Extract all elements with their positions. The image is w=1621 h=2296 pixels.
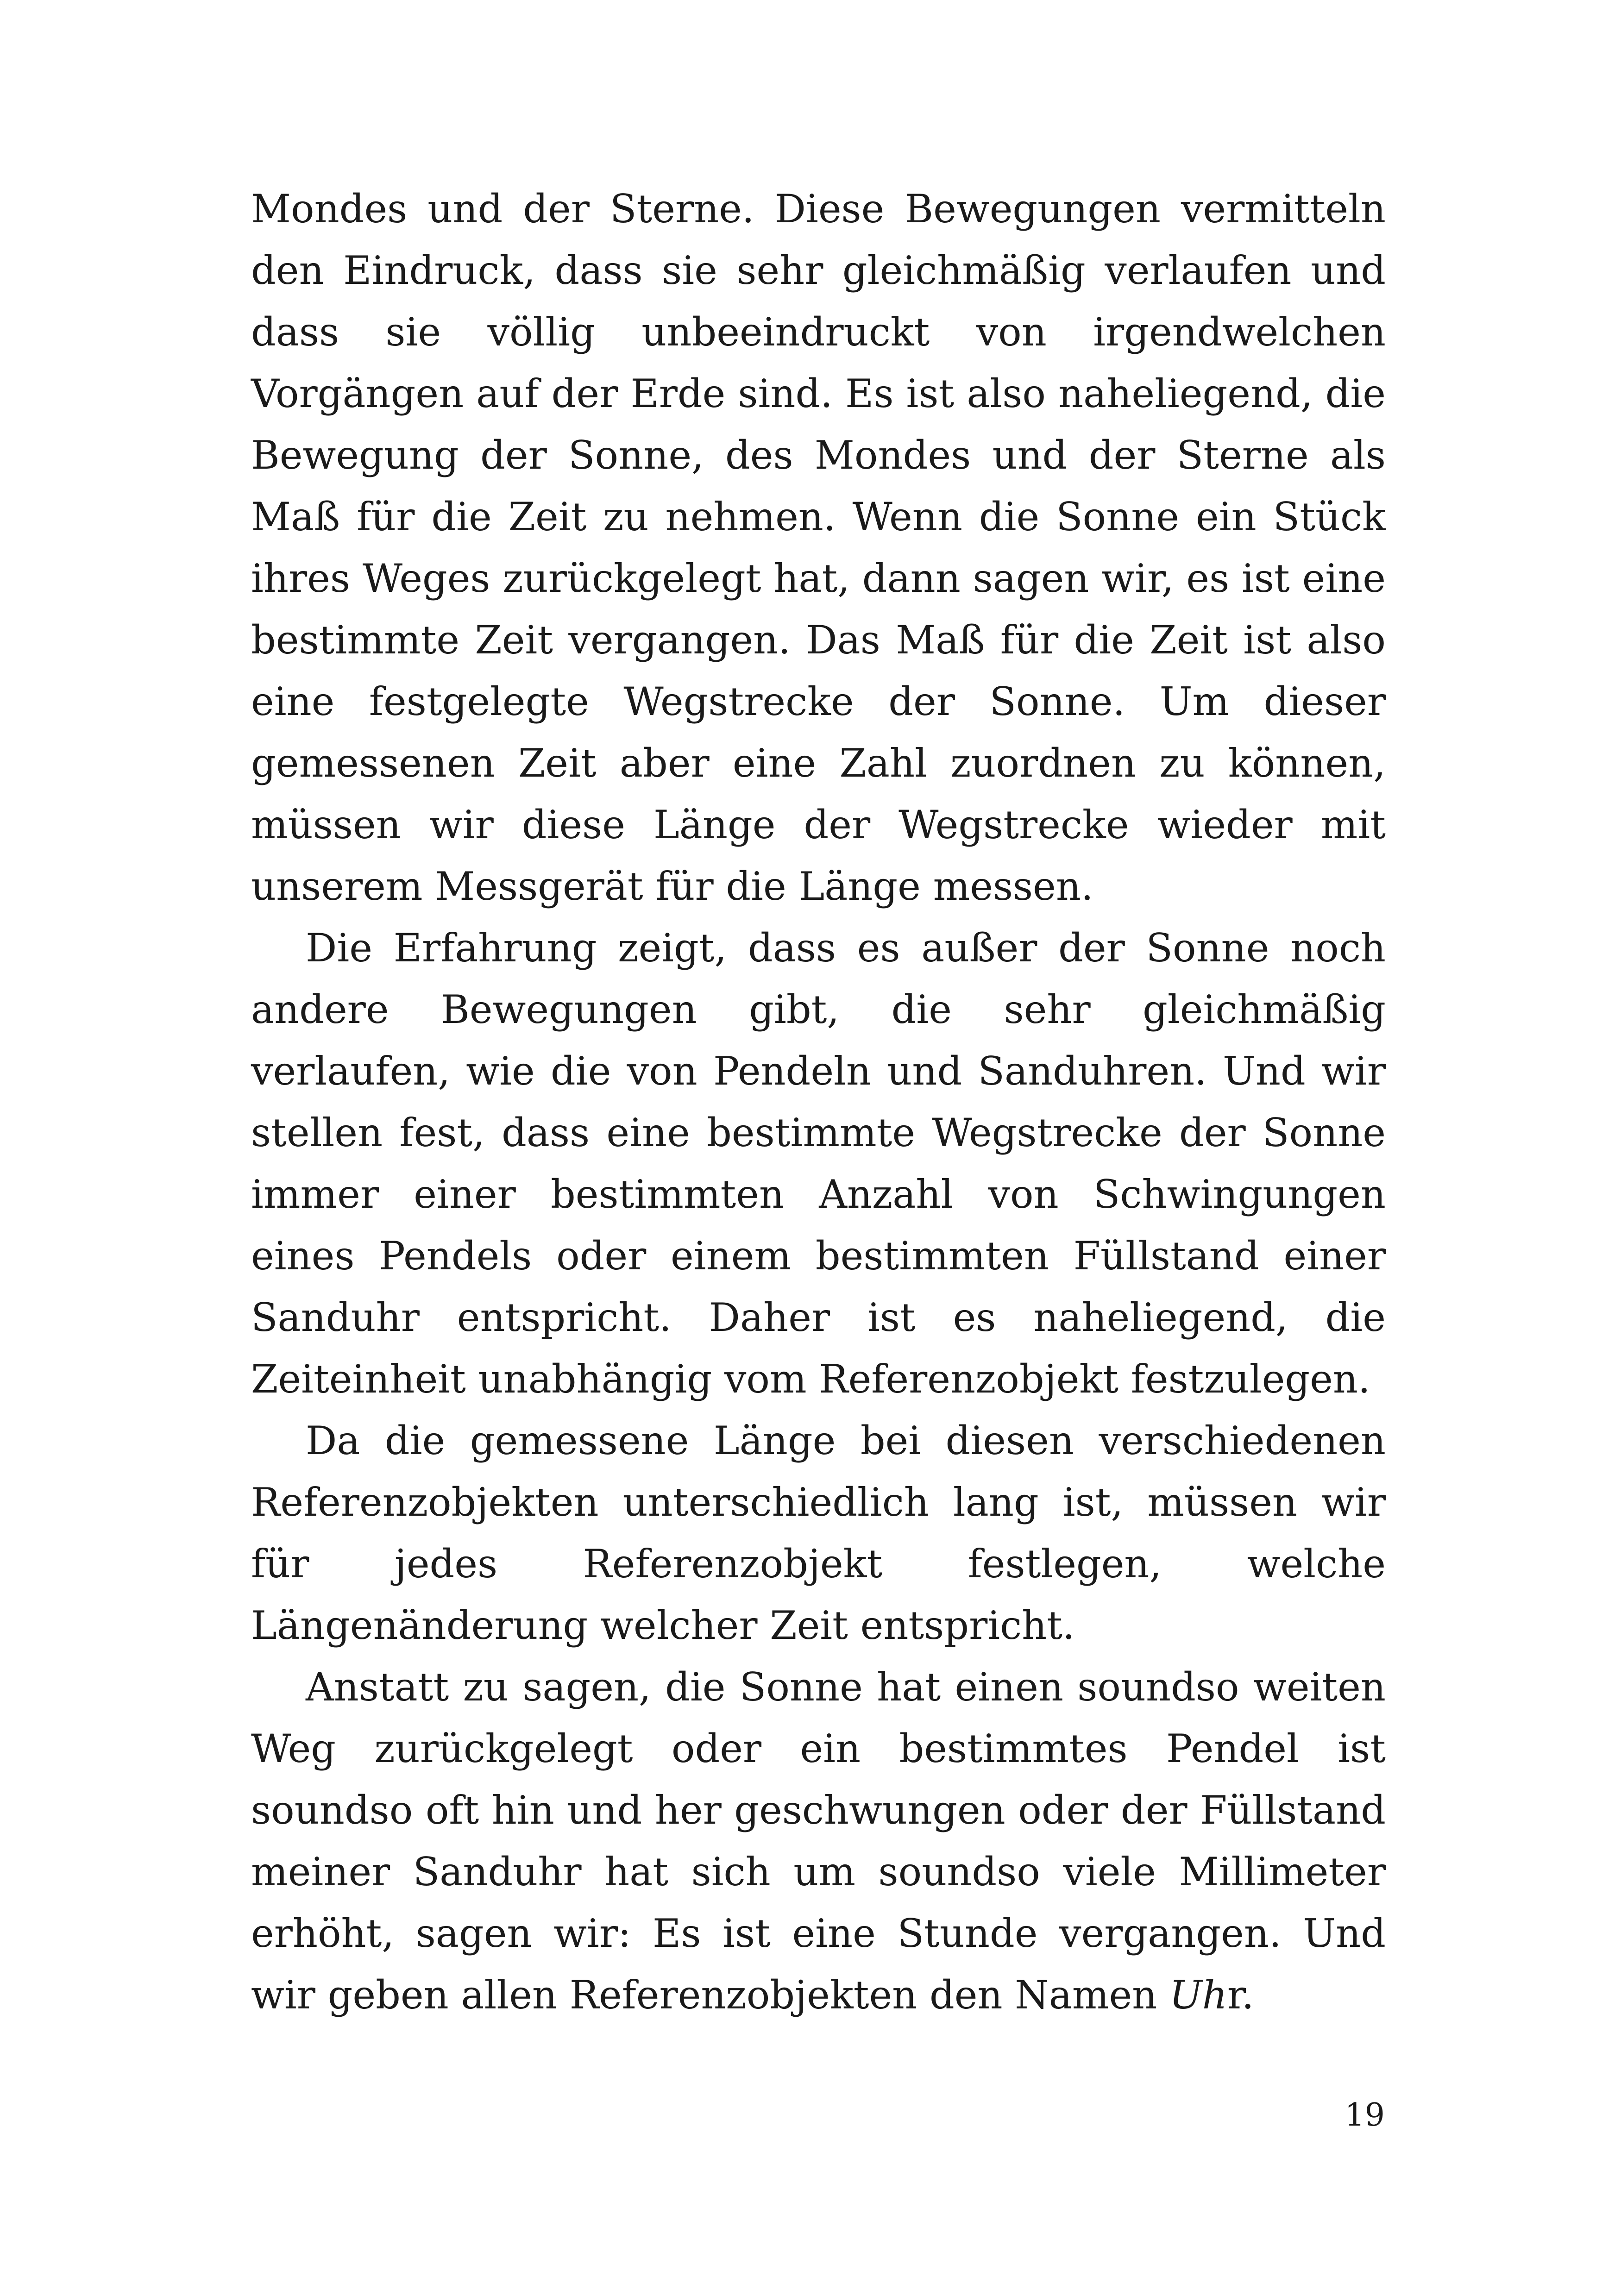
paragraph-3: Da die gemessene Länge bei diesen verschiedenen Referenzobjekten unterschiedlich lang ist, müssen wir für jedes Referenzobjekt festlegen, welche Längenänderung welcher Zeit entspricht. xyxy=(251,1418,1386,1648)
paragraph-4-text: Anstatt zu sagen, die Sonne hat einen soundso weiten Weg zurückgelegt oder ein bestimmtes Pendel ist soundso oft hin und her geschwungen oder der Füllstand meiner Sanduhr hat sich um soundso viele Millimeter erhöht, sagen wir: Es ist eine Stunde vergangen. Und wir geben allen Referenzobjekten den Namen xyxy=(251,1664,1386,2018)
paragraph-4-end: . xyxy=(1241,1972,1254,2018)
paragraph-4-term-suffix: r xyxy=(1227,1972,1242,2018)
paragraph-4 xyxy=(251,1656,1386,2026)
page-number: 19 xyxy=(1345,2097,1385,2133)
paragraph-2: Die Erfahrung zeigt, dass es außer der Sonne noch andere Bewegungen gibt, die sehr gleichmäßig verlaufen, wie die von Pendeln und Sanduhren. Und wir stellen fest, dass eine bestimmte Wegstrecke der Sonne immer einer bestimmten Anzahl von Schwingungen eines Pendels oder einem bestimmten Füllstand einer Sanduhr entspricht. Daher ist es naheliegend, die Zeiteinheit unabhängig vom Referenzobjekt festzulegen. xyxy=(251,925,1386,1402)
emphasized-term: Uh xyxy=(1169,1972,1227,2018)
paragraph-1: Mondes und der Sterne. Diese Bewegungen vermitteln den Eindruck, dass sie sehr gleichmäßig verlaufen und dass sie völlig unbeeindruckt von irgendwelchen Vorgängen auf der Erde sind. Es ist also naheliegend, die Bewegung der Sonne, des Mondes und der Sterne als Maß für die Zeit zu nehmen. Wenn die Sonne ein Stück ihres Weges zurückgelegt hat, dann sagen wir, es ist eine bestimmte Zeit vergangen. Das Maß für die Zeit ist also eine festgelegte Wegstrecke der Sonne. Um dieser gemessenen Zeit aber eine Zahl zuordnen zu können, müssen wir diese Länge der Wegstrecke wieder mit unserem Messgerät für die Länge messen. xyxy=(251,186,1386,909)
body-text xyxy=(251,178,1386,2026)
